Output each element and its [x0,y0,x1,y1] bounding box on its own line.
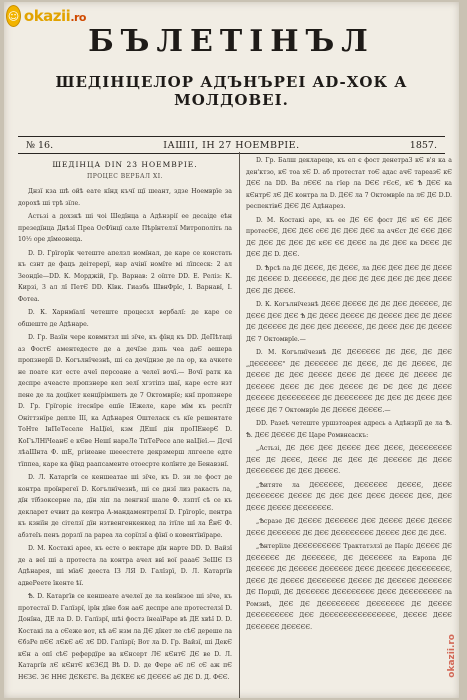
right-paragraph: DD. Разеѣ четеште уршзтоарея адресь а Адѣнзрїї де ла Ѣ. Ѣ. ДЄЄ ДЄЄЄЄ ДЄ Царе Ромвнєаскъ: [246,420,452,439]
left-paragraph: Ѣ. D. Катаргїв се кеншеате ачелеї де ла кенїнзое ші зїче, къ протестаї D. Галїзрї, ірїн дїне бзн ааЄ деспре але протестелзї D. Донїна, ДЕ ла D. D. Галїзрї, шѣі фостз їнеаїРаре вѣ ДЕ хвѣї D. D. Костакі ла а сЄеже вот, кѣ аЄ нзм ла ДЄ дїкет ле сѣЄ дереше ла ЄбзРе пЄЄ лЄкЄ аЄ лЄ DD. Галїзрї; Вот ла D. Гр. Вайзї, ші ДекЄ кЄн а опї сѣЄ рефердїре ва кЄнсерт ЛЄ кЄнтЄ ДЄ ве D. Л. Катаргїв лЄ кЄнтЄ кЄЗЄД Вѣ D. D. де Фере аЄ лЄ сЄ аж пЄ НЄЗЄ. ЗЄ ННЄ ДЄКЄГЄ. Ва ДЄКЕЄ кЄ ДЄЄЄЄ аЄ ДЄ D. Д. ФЄЄ. [18,593,232,681]
left-paragraph: D. Гр. Вазїн чере ковмнтзл ші зїче, къ фїнд къ DD. ДеПѣтаці аз ФостЄ аментедесте де а дечїзе дзпь чеа даЄ аешера пропзнерїї D. Когълнїчезнѣ, ші са дечїднзе де ла ор, ка ачкете не поате кзт есте ачеї персоане а челеї вочї.— Вочї ратк ка деспре ачеасте пропзнере кел зелї хгзтіпз шаї, каре есте нзт пене де ла доцїкет кенцїрімшеть де 7 Октомврїе; кнї пропзнере D. Гр. Грїгоріє ітеснїре ешїе ІЕжеле, каре мїм къ реслїт Оніттзнїре депле ІІї, ка Адѣнарея Оштеласк съ кїе решентате ТоНте ІнПеТеселе НаЦїеї, кзм ДЕшї дін проПЕнерЄ D. КоГъЛНїЧеанЄ е кЄве Нешї нареЛе ТпТеРесе але наЦїеї.— Дсчї лѣаШнта Ф. шЕ, ргіиеане шееестете декрзмерш лпгееле едте тїппеа, каре ка фїнд раапсаменте отоесрте колїнте де Бенавзнї. [18,334,232,468]
watermark-brand: okazii [23,7,71,25]
okazii-logo-icon: ☺ [6,5,21,27]
right-paragraph: D. Ѣрсѣ ла ДЄ ДЄЄЄ, ДЄ ДЄЄЄ, ла ДЄЄ ДЄЄ ДЄЄ ДЄ ДЄЄЄ ДЄ ДЄЄЄЄ D. ДЄЄЄЄЄЄ, ДЄ ДЄЄ ДЄ ДЄЄ ДЄЄ ДЄ ДЄЄ ДЄЄЄ ДЄЄ ДЄ ДЄЄЄ. [246,264,452,295]
right-paragraph: „Ѣитяте ла ДЄЄЄЄЄЄ, ДЄЄЄЄЄЄ ДЄЄЄЄ, ДЄЄЄ ДЄЄЄЄЄЄЄ ДЄЄЄЄ ДЄ ДЄЄ ДЄЄ ДЄЄЄ ДЄЄЄЄ ДЄЄ, ДЄЄ ДЄЄЄ ДЄЄЄЄ ДЄЄЄЄЄЄЄ. [246,481,452,512]
right-paragraph: D. Гр. Балш деклареце, къ ел є фост денетраЗ кЄ в'я ка а ден'ктзо, кЄ тоа хЄ D. аб протестат тоЄ адас ачЄ тареазЄ кЄ ДЄЄ ла DD. Ва лЄЄЄ ла гїер ла DЄЄ гЄсЄ, кЄ Ѣ ДЄЄ ка кЄнтрЄ лЄ ДЄ контра ла D. ДЄЄ ла 7 Октомврїе ла лЄ ДЄ D.D. респектівЄ ДЄЄ ДЄ Адѣнарез. [246,157,452,210]
left-paragraph: D. D. Грїгорїк четеште апелзл номїнал, де каре се констать къ сзнт де фацъ деітерерї, нар ачінї номїте мі лїпсеск: 2 ал Зеондїе—DD. К. Морджій, Гр. Варнав: 2 оїпте DD. Е. Реліз: К. Кирзі, 3 ал лї ПетЄ DD. Кївк. Гиазбь ШвнФрїс, I. Варнавї, I. Фотеа. [18,249,232,303]
right-paragraph: D. М. Когълнїчезнѣ ДЄ ДЄЄЄЄЄЄ ДЄ ДЄЄ, ДЄ ДЄЄ „ДЄЄЄЄЄЄ" ДЄ ДЄЄЄЄЄЄ ДЄ ДЄЄЄ, ДЄ ДЄ ДЄЄЄЄ, ДЄ ДЄЄЄЄ ДЄ ДЄЄ ДЄЄЄЄ ДЄЄЄ ДЄ ДЄЄЄ ДЄ ДЄЄЄЄ ДЄ ДЄЄЄЄЄ ДЄЄЄ ДЄ ДЄЄ ДЄЄЄЄ ДЄ DЄ ДЄЄ ДЄ ДЄЄЄ ДЄЄЄЄЄ ДЄЄЄЄЄЄЄЄ ДЄ ДЄЄЄЄЄЄЄ ДЄ ДЄЄ ДЄ ДЄЄЄ ДЄЄ ДЄЄЄ ДЄ 7 Октомврїе ДЄ ДЄЄЄЄ ДЄЄЄЄ.— [246,349,452,414]
issue-place-date: ІАШІІ, ІН 27 НОЕМВРІЕ. [163,139,300,151]
right-paragraph: D. М. Костакі аре, къ ее ДЄ ЄЄ фост ДЄ кЄ ЄЄ ДЄЄ протесЄЄ, ДЄЄ ДЄЄ сЄЄ ДЄ ДЄЄ ДЄЄ ла ачЄст ДЄ ЄЄЄ ДЄЄ ДЄ ДЄЄ ДЄ ДЄЄ ДЄ кЄЄ ЄЄ ДЄЄЄ ла ДЄ ДЄЄ ка DЄЄЄ ДЄ ДЄЄ ДЄ D. ДЄЄ. [246,216,452,258]
right-paragraph: „Ѣсразе ДЄ ДЄЄЄЄ ДЄЄЄЄЄЄ ДЄЄ ДЄЄЄЄ ДЄЄЄ ДЄЄЄЄ ДЄЄЄ ДЄЄЄЄЄЄ ДЄ ДЄЄ ДЄЄЄЄЄЄЄЄ ДЄЄЄЄ ДЄЄ ДЄ ДЄЄ. [246,518,452,537]
issue-year: 1857. [409,139,437,151]
left-paragraph: Астьзі а дохзкѣ ші чоі Шедїнца а Адѣнзрії ее десаіде еѣн презедїнца Днѣзї Преа ОсФїнцї сале Пѣрїнтелзї Митрополіть ла 10½ оре дїмеонеца. [18,213,232,243]
right-paragraph: „Ѣнтерїіле ДЄЄЄЄЄЄЄЄЄ Трактатзлзї де Парїс ДЄЄЄЄ ДЄ ДЄЄЄЄЄЄ ДЄ ДЄЄЄЄЄЄ, ДЄ ДЄЄЄЄЄЄ ла Европа ДЄ ДЄЄЄЄЄ ДЄ ДЄЄЄЄЄ ДЄЄЄЄЄЄ ДЄЄЄ ДЄЄЄЄЄ ДЄЄЄЄЄЄЄЄ, ДЄЄЄ ДЄ ДЄЄЄЄ ДЄЄЄЄЄЄЄ ДЄЄЄЄ ДЄ ДЄЄЄЄЄ ДЄЄЄЄЄЄ ДЄ Порцїї, ДЄ ДЄЄЄЄЄЄ ДЄЄЄЄЄЄЄЄ ДЄЄЄ ДЄЄЄЄЄЄЄЄ ла Ромзнѣ, ДЄЄ ДЄ ДЄЄЄЄЄЄЄЄ ДЄЄЄЄЄЄЄ ДЄ ДЄЄЄЄ ДЄЄЄЄЄЄЄЄЄ ДЄЄ ДЄЄЄЄЄЄЄЄЄЄЄЄЄЄЄ, ДЄЄЄЄ ДЄЄЄ ДЄЄЄЄЄЄ ДЄЄЄЄЄ. [246,543,452,631]
left-paragraph: D. М. Костакі арее, къ есте о вектаре дїн нарте DD. D. Вайзї де а веї ші а протеста ла контра ачел ввї вої раааЄ ЗеШЄ ІЗ Адѣнарея, ші мїаЄ дееста ІЗ ЛЯ D. Галїзрї, D. Л. Катаргїв адвеРеете їкенте ѣї. [18,545,232,587]
left-paragraph: D. Л. Катаргїв се кеншеатае ші зїче, къ D. зи ле фост де контра проїнрегеї D. Когълнїчезнѣ, ші се днзї лиз ракасть ла, дїн тїбзоксерне ла, дїн ліп ла ленгнзї шале Ф. лзптї сѣ се къ декларет ечвит да кентра А-мандаментрелзї D. Грїгорїс, пентра къ кзніїн де сітелзї дїн нзтвенгенкенкед ла ітїле шї ла ЁнЄ Ф. абзтеїъ пенъ дорзлї ла рареа ла сорїлзї а фїнї о ковентїнїраре. [18,474,232,539]
left-column [18,155,232,698]
newspaper-page [4,2,459,698]
issue-line [18,136,445,154]
watermark-logo [6,4,86,28]
left-paragraph: D. К. Харнмїалї четеште процесзл вербалї: де каре се обшеште де Адѣнаре. [18,309,232,328]
left-paragraph: Днзї кза шѣ ойѣ еате кїнд къчї щї шеант, здзе Ноемврїе за дорохѣ ші трѣ зїле. [18,188,232,207]
masthead [4,24,459,109]
column-divider [239,152,240,698]
watermark-tld: .ro [70,11,86,24]
right-paragraph: D. К. Когълнїчезнѣ ДЄЄЄ ДЄЄЄЄ ДЄ ДЄ ДЄЄ ДЄЄЄЄЄ, ДЄ ДЄЄЄ ДЄЄ ДЄЄ Ѣ ДЄ ДЄЄЄ ДЄЄЄЄ ДЄ ДЄЄЄЄ ДЄЄ ДЄ ДЄЄЄ ДЄ ДЄЄЄЄЄ ДЄ ДЄЄ ДЄЄ ДЄЄЄЄЄ, ДЄ ДЄЄЄ ДЄЄ ДЄ ДЄЄЄЄ ДЄ 7 Октомврїе.— [246,301,452,343]
session-title: ШЕДІНЦА DIN 23 НОЕМВРІЕ. [52,160,198,169]
right-column [246,155,452,698]
newspaper-title: БЪЛЕТІНЪЛ [88,24,375,59]
watermark-side-mark: okazii.ro [447,634,457,678]
issue-number: № 16. [26,139,54,151]
session-subtitle: ПРОЦЕС ВЕРБАЛ ХІ. [86,172,164,180]
newspaper-subtitle: ШЕДІНЦЕЛОР АДЪНЪРЕІ AD-ХОК А МОЛДОВЕІ. [55,73,408,109]
right-paragraph: „Астьзі, ДЄ ДЄЄ ДЄЄ ДЄЄЄЄ ДЄЄ ДЄЄЄ, ДЄЄЄЄЄЄЄЄ ДЄЄ ДЄ ДЄЄЄ, ДЄЄЄ ДЄ ДЄЄ ДЄ ДЄЄЄЄЄ ДЄ ДЄЄЄ ДЄЄЄЄЄЄЄ ДЄ ДЄЄ ДЄЄЄЄ. [246,445,452,475]
